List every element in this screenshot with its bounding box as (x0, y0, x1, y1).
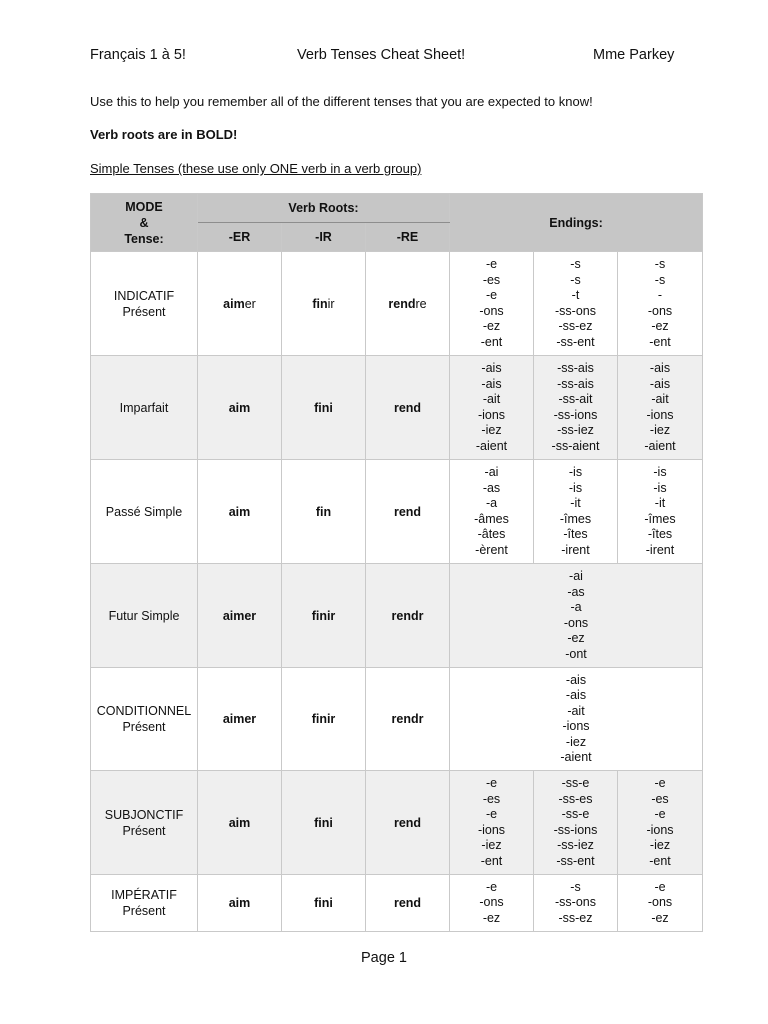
ending: -it (570, 496, 581, 510)
verb-root: rendr (391, 712, 424, 726)
er-root-cell (198, 875, 282, 932)
re-header: -RE (366, 223, 450, 252)
ending: -aient (560, 750, 592, 764)
ending: -ss-ent (556, 853, 595, 868)
verb-root: rendr (391, 608, 424, 623)
mode-header-line: MODE (125, 199, 163, 214)
tense-name-cell (91, 668, 198, 771)
ending: -ss-e (561, 776, 590, 790)
tense-name-line: IMPÉRATIF (111, 888, 177, 902)
ending: -is (653, 465, 667, 479)
ending: -s (570, 879, 581, 894)
tense-row (91, 771, 703, 875)
ending: -s (570, 257, 581, 271)
ending: -ons (647, 895, 673, 910)
endings-cell (534, 460, 618, 564)
verb-root: rend (393, 504, 422, 519)
mode-tense-header (91, 194, 198, 252)
tense-name-line: CONDITIONNEL (96, 704, 192, 718)
tense-name-cell (91, 252, 198, 356)
ending: -ions (646, 407, 674, 422)
ending: -es (482, 272, 501, 287)
ending: -es (482, 791, 501, 806)
ending: -ss-ait (558, 392, 593, 406)
verb-root: aim (228, 504, 251, 519)
tense-name-line: Présent (122, 720, 166, 734)
header-course-title: Français 1 à 5! (90, 47, 186, 63)
ending: -e (654, 776, 666, 790)
endings-cell (450, 460, 534, 564)
verb-root: rend (393, 400, 422, 415)
verb-root: aimer (222, 608, 257, 623)
tense-name-line: Futur Simple (108, 608, 180, 623)
ending: -ai (484, 465, 499, 479)
ending: -ais (481, 361, 502, 375)
tense-row (91, 460, 703, 564)
tense-row (91, 668, 703, 771)
endings-cell (534, 875, 618, 932)
tense-row (91, 875, 703, 932)
ending: -t (571, 288, 580, 302)
endings-cell (618, 460, 703, 564)
ending: -s (654, 272, 666, 287)
endings-cell (534, 252, 618, 356)
tense-name-cell (91, 875, 198, 932)
ending: -ons (479, 895, 504, 910)
ending: -ez (482, 910, 501, 925)
tense-row (91, 356, 703, 460)
ending: -ent (649, 334, 671, 349)
ending: -ss-ons (555, 895, 596, 910)
ending: -is (568, 465, 583, 479)
ending: -ent (480, 853, 503, 868)
ending: -ss-ez (558, 910, 593, 925)
tense-name-line: Présent (122, 304, 166, 319)
ending: -s (654, 257, 666, 271)
ending: -èrent (475, 542, 508, 557)
ending: -is (653, 480, 667, 495)
er-root-cell (198, 668, 282, 771)
ending: -ais (565, 672, 587, 687)
endings-cell (450, 875, 534, 932)
er-root-cell (198, 564, 282, 668)
ending: -âmes (474, 511, 509, 526)
endings-cell (618, 771, 703, 875)
ending: -ont (565, 646, 587, 661)
mode-header-line: & (139, 215, 149, 230)
endings-cell (618, 356, 703, 460)
ending: -ent (480, 334, 503, 349)
ir-root-cell (282, 356, 366, 460)
tense-name-cell (91, 564, 198, 668)
er-root-cell (198, 771, 282, 875)
endings-cell (450, 668, 703, 771)
ending: -ss-ons (555, 303, 596, 318)
ending: -e (485, 776, 498, 790)
ending: -ait (567, 703, 585, 718)
ending: -e (485, 879, 498, 894)
ending: -ss-ais (557, 361, 594, 375)
tense-name-cell (91, 771, 198, 875)
ending: -e (485, 288, 498, 302)
verb-root: fini (314, 815, 333, 830)
ending: -ions (477, 407, 506, 422)
ending: -is (568, 480, 583, 495)
ending: -ons (647, 303, 673, 318)
verb-root: rend (393, 896, 422, 910)
re-root-cell (366, 875, 450, 932)
ending: -ss-ions (553, 822, 598, 837)
ending: -ez (651, 319, 669, 333)
verb-ending-part: er (244, 296, 256, 311)
verb-root: finir (311, 608, 336, 623)
ending: -ent (649, 853, 671, 868)
ending: -s (570, 272, 581, 287)
ending: -ss-iez (557, 423, 594, 437)
re-root-cell (366, 668, 450, 771)
header-teacher-name: Mme Parkey (593, 47, 675, 63)
ending: -îtes (647, 527, 673, 541)
ending: -irent (561, 542, 590, 557)
endings-cell (618, 875, 703, 932)
ending: -ait (482, 392, 501, 406)
tense-row (91, 252, 703, 356)
endings-cell (618, 252, 703, 356)
ending: -iez (481, 423, 502, 437)
ending: -ss-ions (553, 407, 598, 422)
ending: -irent (645, 542, 675, 557)
er-header: -ER (198, 223, 282, 252)
tense-name-cell (91, 356, 198, 460)
ir-root-cell (282, 252, 366, 356)
endings-cell (450, 252, 534, 356)
mode-header-line: Tense: (124, 231, 164, 246)
ending: -as (482, 480, 501, 495)
ending: -ons (479, 303, 504, 318)
ending: -es (651, 791, 669, 806)
verb-tense-table (90, 193, 703, 932)
ending: -îmes (644, 511, 676, 526)
tense-name-cell (91, 460, 198, 564)
verb-root: aim (223, 296, 245, 311)
intro-text: Use this to help you remember all of the different tenses that you are expected to know! (90, 94, 593, 109)
ending: -a (570, 600, 582, 614)
verb-root: fin (315, 504, 332, 519)
ending: -ions (477, 822, 506, 837)
ending: -ez (651, 910, 669, 925)
ending: -ais (649, 361, 671, 375)
endings-cell (534, 771, 618, 875)
re-root-cell (366, 252, 450, 356)
ending: -e (485, 807, 498, 821)
tense-name-line: Présent (122, 904, 166, 918)
verb-root: aimer (222, 712, 257, 726)
ending: -ais (565, 688, 587, 702)
verb-ending-part: ir (327, 296, 335, 311)
re-root-cell (366, 356, 450, 460)
verb-root: fini (314, 896, 333, 910)
ending: -ais (481, 376, 502, 391)
ending: -ai (569, 569, 583, 583)
ending: -a (485, 496, 498, 510)
verb-ending-part: re (415, 296, 427, 311)
endings-cell (450, 564, 703, 668)
ir-root-cell (282, 771, 366, 875)
ending: -ions (562, 719, 590, 733)
ending: -ait (651, 392, 669, 406)
endings-header: Endings: (450, 194, 703, 252)
tense-name-line: Présent (122, 823, 166, 838)
verb-root: aim (228, 815, 251, 830)
table-header-row (91, 194, 703, 223)
ending: -as (567, 584, 585, 599)
ending: -aient (475, 438, 508, 453)
ending: -ss-es (558, 791, 593, 806)
ending: -e (485, 257, 498, 271)
er-root-cell (198, 356, 282, 460)
tense-name-line: SUBJONCTIF (104, 807, 184, 822)
ir-header: -IR (282, 223, 366, 252)
ending: - (657, 288, 663, 302)
verb-root: aim (228, 400, 251, 415)
ending: -e (654, 879, 666, 894)
tense-name-line: Imparfait (119, 400, 169, 415)
bold-note: Verb roots are in BOLD! (90, 127, 238, 142)
ending: -îtes (563, 527, 588, 541)
ending: -iez (565, 734, 587, 749)
verb-root: rend (393, 815, 422, 830)
ending: -âtes (477, 527, 506, 541)
ending: -ions (646, 822, 674, 837)
section-title: Simple Tenses (these use only ONE verb in a verb group) (90, 161, 422, 176)
ending: -îmes (559, 511, 592, 526)
verb-root: aim (228, 896, 251, 910)
ending: -ez (567, 631, 585, 645)
ending: -iez (649, 423, 671, 437)
tense-name-line: INDICATIF (113, 288, 175, 303)
ending: -aient (644, 438, 676, 453)
verb-root: rend (388, 296, 416, 311)
re-root-cell (366, 564, 450, 668)
header-document-title: Verb Tenses Cheat Sheet! (297, 47, 466, 63)
endings-cell (534, 356, 618, 460)
verb-root: finir (311, 712, 336, 726)
ir-root-cell (282, 460, 366, 564)
endings-cell (450, 771, 534, 875)
ir-root-cell (282, 875, 366, 932)
ending: -ss-ent (556, 334, 595, 349)
ending: -ais (649, 376, 671, 391)
ending: -ss-iez (557, 838, 594, 852)
ending: -ss-ais (557, 376, 594, 391)
re-root-cell (366, 460, 450, 564)
tense-name-line: Passé Simple (105, 504, 183, 519)
er-root-cell (198, 460, 282, 564)
ending: -ss-aient (551, 438, 600, 453)
ending: -ss-ez (558, 319, 593, 333)
ending: -ss-e (561, 807, 590, 821)
ending: -e (654, 807, 666, 821)
ending: -it (654, 496, 666, 510)
er-root-cell (198, 252, 282, 356)
verb-roots-header: Verb Roots: (198, 194, 450, 223)
verb-root: fin (312, 296, 328, 311)
verb-root: fini (314, 400, 333, 415)
ending: -iez (649, 838, 671, 852)
ending: -ons (563, 615, 589, 630)
re-root-cell (366, 771, 450, 875)
ir-root-cell (282, 564, 366, 668)
ir-root-cell (282, 668, 366, 771)
endings-cell (450, 356, 534, 460)
ending: -iez (481, 838, 502, 852)
page-number: Page 1 (361, 950, 407, 966)
ending: -ez (482, 319, 501, 333)
tense-row (91, 564, 703, 668)
